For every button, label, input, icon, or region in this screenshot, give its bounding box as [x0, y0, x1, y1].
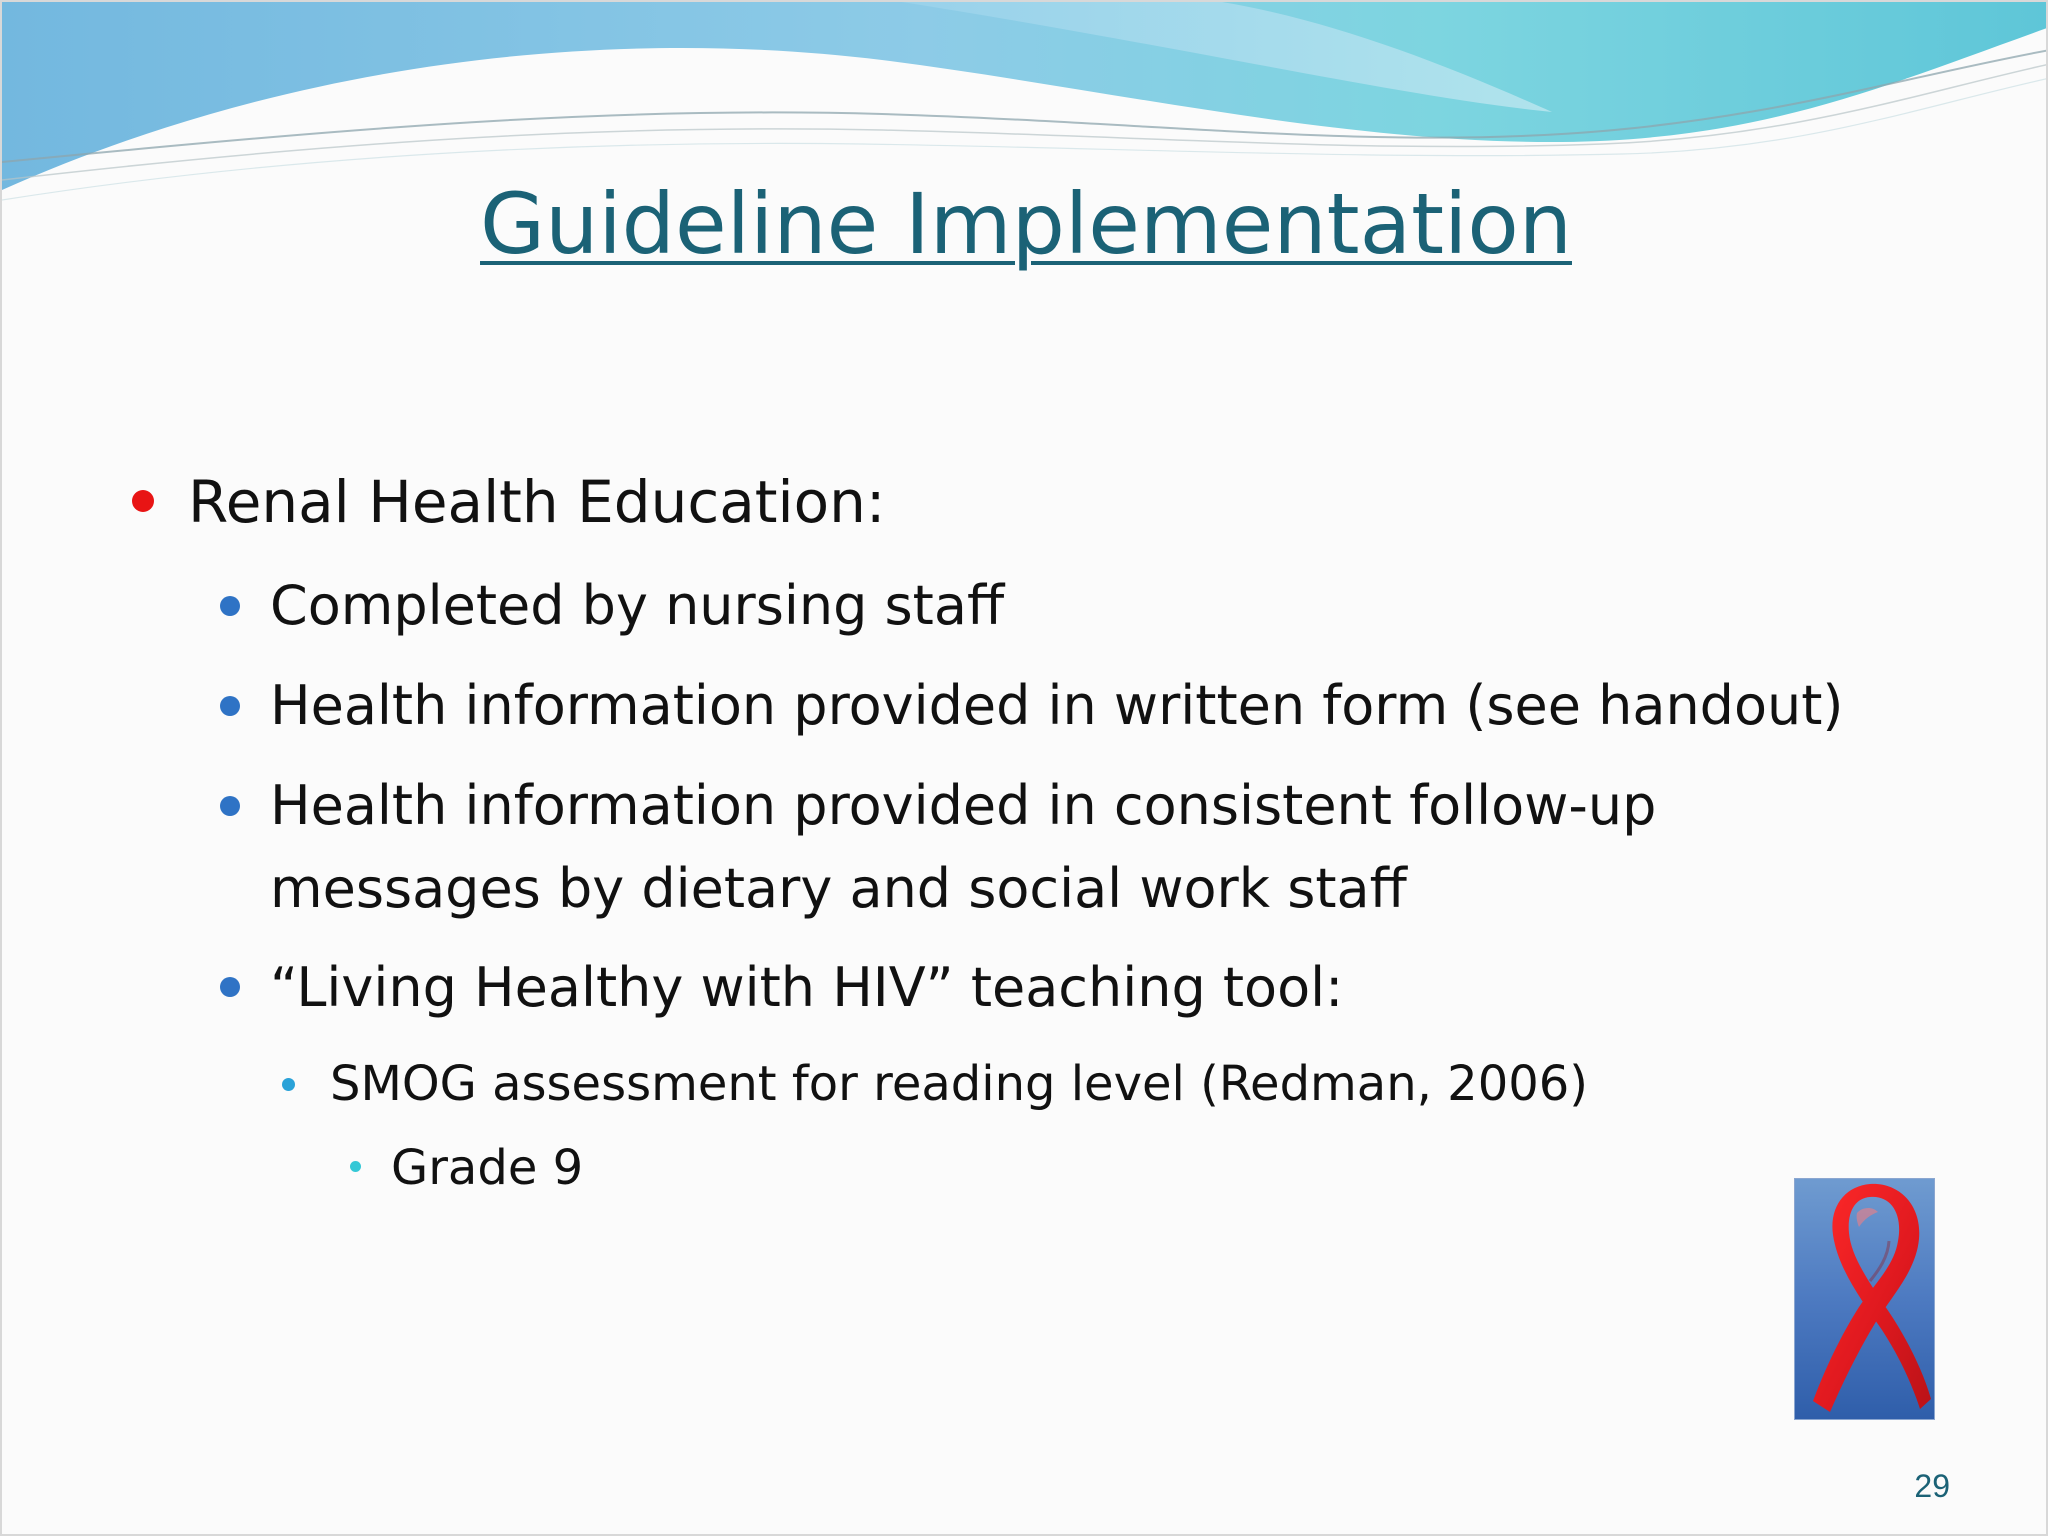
red-awareness-ribbon-icon	[1794, 1178, 1935, 1420]
bullet-grade-9: Grade 9	[391, 1140, 584, 1196]
bullet-dot-level-2	[220, 796, 240, 816]
bullet-dot-level-1	[132, 490, 154, 512]
bullet-content	[2, 2, 2048, 1536]
bullet-dot-level-3	[282, 1078, 295, 1091]
ribbon-svg	[1795, 1179, 1934, 1419]
bullet-living-healthy-tool: “Living Healthy with HIV” teaching tool:	[270, 956, 1344, 1019]
bullet-dot-level-4	[350, 1161, 361, 1172]
bullet-follow-up-line-2: messages by dietary and social work staff	[270, 857, 1407, 920]
slide-title: Guideline Implementation	[480, 175, 1572, 273]
bullet-dot-level-2	[220, 696, 240, 716]
bullet-completed-by-nursing-staff: Completed by nursing staff	[270, 574, 1005, 637]
bullet-written-form: Health information provided in written form (see handout)	[270, 674, 1844, 737]
bullet-smog-assessment: SMOG assessment for reading level (Redman, 2006)	[330, 1056, 1589, 1112]
bullet-follow-up-line-1: Health information provided in consistent follow-up	[270, 774, 1657, 837]
bullet-renal-health-education: Renal Health Education:	[188, 468, 886, 536]
page-number: 29	[1914, 1468, 1950, 1504]
bullet-dot-level-2	[220, 596, 240, 616]
bullet-dot-level-2	[220, 977, 240, 997]
